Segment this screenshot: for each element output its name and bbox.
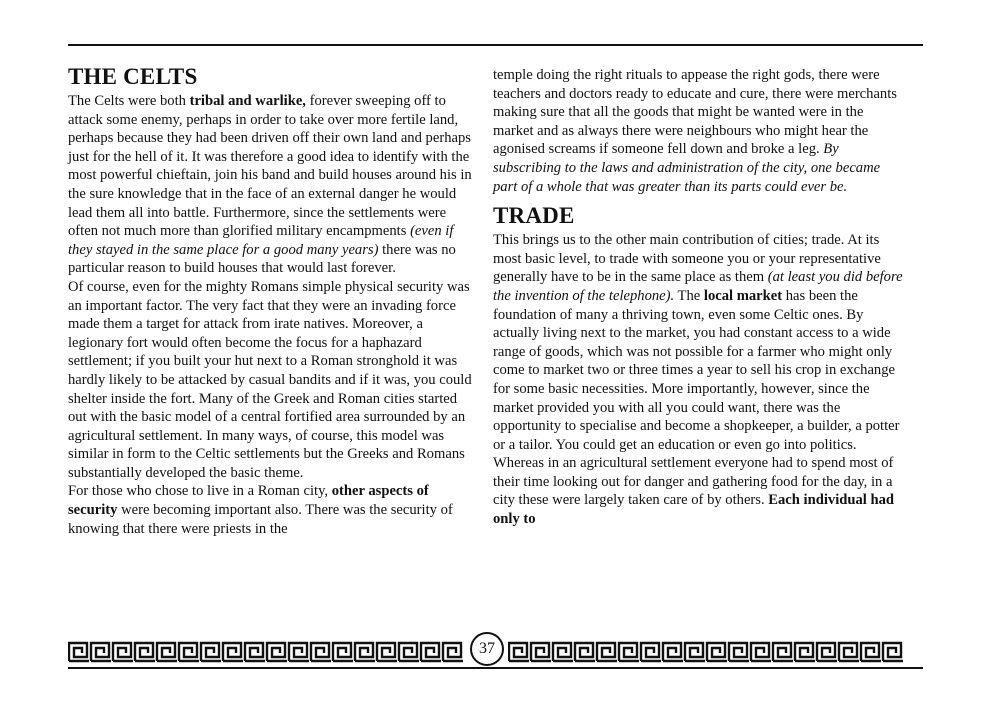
italic-run: (at least you did before the invention of the telephone). [493, 269, 903, 304]
text-run: This brings us to the other main contribution of cities; trade. At its most basic level, to trade with someone you or your representative generally have to be in the same place as them [493, 232, 881, 286]
greek-key-motif [289, 643, 309, 661]
right-column [493, 66, 903, 529]
text-run: has been the foundation of many a thriving town, even some Celtic ones. By actually living next to the market, you had constant access to a wide range of goods, which was not possible for a farmer who might only come to market two or three times a year to sell his crop in exchange for some basic necessities. More importantly, however, since the market provided you with all you could want, there was the opportunity to specialise and become a shopkeeper, a builder, a potter or a tailor. You could get an education or even go into politics. [493, 287, 900, 453]
paragraph [68, 482, 478, 538]
paragraph [68, 278, 478, 483]
text-run: The [674, 287, 704, 304]
greek-key-motif [223, 643, 243, 661]
greek-key-motif [861, 643, 881, 661]
greek-key-motif [641, 643, 661, 661]
greek-key-motif [575, 643, 595, 661]
text-run: there was no particular reason to build houses that would last forever. [68, 241, 456, 277]
greek-key-motif [619, 643, 639, 661]
paragraph [493, 454, 903, 528]
greek-key-motif [751, 643, 771, 661]
greek-key-motif [113, 643, 133, 661]
top-rule [68, 44, 923, 46]
text-run: temple doing the right rituals to appease the right gods, there were teachers and doctors ready to educate and cure, there were merchants making sure that all the goods that might be wanted were in the market and as always there were neighbours who might hear the agonised screams if someone fell down and broke a leg. [493, 67, 897, 158]
paragraph [493, 66, 903, 196]
greek-key-motif [531, 643, 551, 661]
greek-key-motif [729, 643, 749, 661]
greek-key-motif [245, 643, 265, 661]
text-run: Of course, even for the mighty Romans simple physical security was an important factor. The very fact that they were an invading force made them a target for attack from irate natives. Moreover, a legionary fort would often become the focus for a haphazard settlement; if you built your hut next to a Roman stronghold it was hardly likely to be attacked by casual bandits and if it was, you could shelter inside the fort. Many of the Greek and Roman cities started out with the basic model of a central fortified area surrounded by an agricultural settlement. In many ways, of course, this model was similar in form to the Celtic settlements but the Greeks and Romans substantially developed the basic theme. [68, 278, 472, 481]
page-footer [68, 631, 923, 671]
greek-key-motif [597, 643, 617, 661]
greek-key-motif [377, 643, 397, 661]
heading-trade: TRADE [493, 203, 575, 229]
text-run: The Celts were both [68, 93, 190, 109]
bold-run: tribal and warlike, [189, 93, 306, 109]
greek-key-motif [443, 643, 463, 661]
text-run: forever sweeping off to attack some enemy, perhaps in order to take over more fertile land, perhaps because they had been driven off their own land and perhaps just for the hell of it. It was therefore a good idea to identify with the most powerful chieftain, join his band and build houses around his in the sure knowledge that in the face of an external danger he would lead them all into battle. Furthermore, since the settlements were often not much more than glorified military encampments [68, 93, 472, 240]
left-column [68, 64, 478, 538]
bottom-rule [68, 667, 923, 669]
greek-key-motif [311, 643, 331, 661]
greek-key-motif [883, 643, 903, 661]
bold-run: other aspects of security [68, 483, 429, 519]
greek-key-motif [179, 643, 199, 661]
bold-run: Each individual had only to [493, 492, 895, 528]
greek-key-motif [157, 643, 177, 661]
text-run: For those who chose to live in a Roman city, [68, 483, 332, 500]
page-number-badge: 37 [470, 632, 504, 666]
italic-run: (even if they stayed in the same place for a good many years) [68, 223, 454, 258]
greek-key-motif [685, 643, 705, 661]
italic-run: By subscribing to the laws and administration of the city, one became part of a whole that was greater than its parts could ever be. [493, 141, 881, 195]
greek-key-motif [355, 643, 375, 661]
greek-key-motif [817, 643, 837, 661]
greek-key-motif [707, 643, 727, 661]
greek-key-border-left [68, 641, 466, 663]
greek-key-motif [201, 643, 221, 661]
greek-key-motif [773, 643, 793, 661]
text-run: Whereas in an agricultural settlement everyone had to spend most of their time looking out for danger and gathering food for the day, in a city these were largely taken care of by others. [493, 455, 894, 509]
greek-key-motif [663, 643, 683, 661]
greek-key-motif [839, 643, 859, 661]
greek-key-motif [267, 643, 287, 661]
paragraph [68, 92, 478, 278]
greek-key-border-right [508, 641, 904, 663]
greek-key-motif [333, 643, 353, 661]
paragraph [493, 231, 903, 454]
greek-key-motif [553, 643, 573, 661]
greek-key-motif [135, 643, 155, 661]
text-run: were becoming important also. There was the security of knowing that there were priests in the [68, 502, 453, 537]
greek-key-motif [399, 643, 419, 661]
greek-key-motif [509, 643, 529, 661]
heading-the-celts: THE CELTS [68, 64, 198, 89]
greek-key-motif [421, 643, 441, 661]
greek-key-motif [795, 643, 815, 661]
greek-key-motif [69, 643, 89, 661]
bold-run: local market [703, 287, 783, 304]
greek-key-motif [91, 643, 111, 661]
